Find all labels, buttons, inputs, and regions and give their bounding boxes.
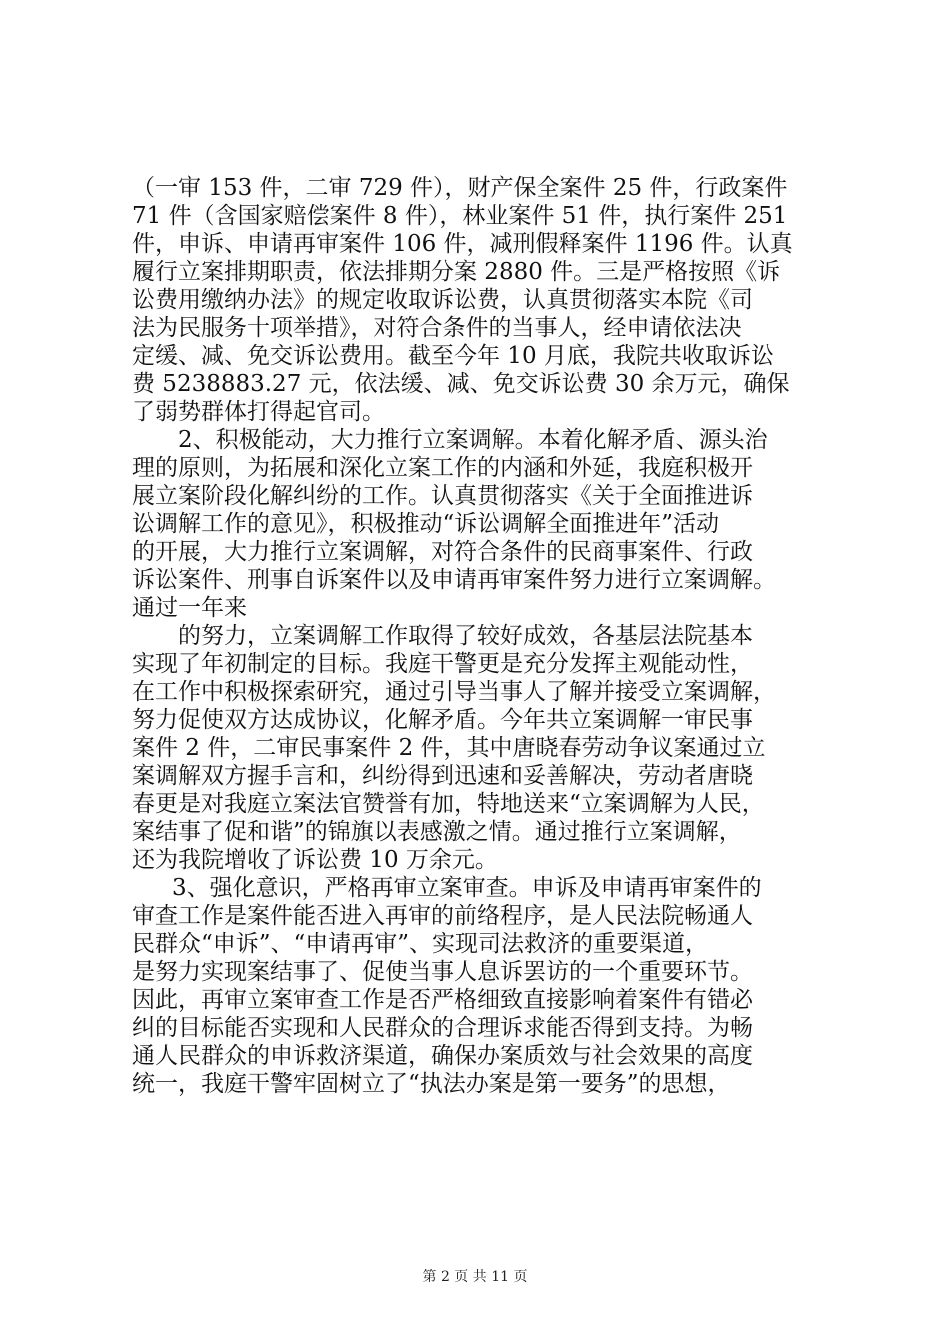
paragraph-start-line: 3、强化意识，严格再审立案审查。申诉及申请再审案件的 (172, 875, 762, 901)
text-line: 统一，我庭干警牢固树立了“执法办案是第一要务”的思想， (132, 1071, 731, 1097)
page-footer (0, 1267, 950, 1287)
text-line: 因此，再审立案审查工作是否严格细致直接影响着案件有错必 (132, 987, 753, 1013)
text-line: 费 5238883.27 元，依法缓、减、免交诉讼费 30 余万元，确保 (132, 371, 790, 397)
text-line: 通人民群众的申诉救济渠道，确保办案质效与社会效果的高度 (132, 1043, 753, 1069)
text-line: 展立案阶段化解纠纷的工作。认真贯彻落实《关于全面推进诉 (132, 483, 753, 509)
text-line: 讼调解工作的意见》，积极推动“诉讼调解全面推进年”活动 (132, 511, 720, 537)
text-line: 件，申诉、申请再审案件 106 件，减刑假释案件 1196 件。认真 (132, 231, 793, 257)
text-line: 定缓、减、免交诉讼费用。截至今年 10 月底，我院共收取诉讼 (132, 343, 774, 369)
text-line: 了弱势群体打得起官司。 (132, 399, 385, 425)
text-line: 诉讼案件、刑事自诉案件以及申请再审案件努力进行立案调解。 (132, 567, 776, 593)
text-line: 是努力实现案结事了、促使当事人息诉罢访的一个重要环节。 (132, 959, 753, 985)
text-line: 的开展，大力推行立案调解，对符合条件的民商事案件、行政 (132, 539, 753, 565)
text-line: （一审 153 件，二审 729 件），财产保全案件 25 件，行政案件 (132, 175, 788, 201)
text-line: 通过一年来 (132, 595, 247, 621)
text-line: 春更是对我庭立案法官赞誉有加，特地送来“立案调解为人民， (132, 791, 765, 817)
paragraph-start-line: 2、积极能动，大力推行立案调解。本着化解矛盾、源头治 (178, 427, 768, 453)
text-line: 纠的目标能否实现和人民群众的合理诉求能否得到支持。为畅 (132, 1015, 753, 1041)
paragraph-start-line: 的努力，立案调解工作取得了较好成效，各基层法院基本 (178, 623, 753, 649)
text-line: 法为民服务十项举措》，对符合条件的当事人，经申请依法决 (132, 315, 742, 341)
text-line: 案调解双方握手言和，纠纷得到迅速和妥善解决，劳动者唐晓 (132, 763, 753, 789)
text-line: 民群众“申诉”、“申请再审”、实现司法救济的重要渠道， (132, 931, 709, 957)
text-line: 在工作中积极探索研究，通过引导当事人了解并接受立案调解， (132, 679, 776, 705)
text-line: 还为我院增收了诉讼费 10 万余元。 (132, 847, 498, 873)
text-line: 努力促使双方达成协议，化解矛盾。今年共立案调解一审民事 (132, 707, 753, 733)
text-line: 审查工作是案件能否进入再审的前络程序，是人民法院畅通人 (132, 903, 753, 929)
text-line: 实现了年初制定的目标。我庭干警更是充分发挥主观能动性， (132, 651, 753, 677)
text-line: 讼费用缴纳办法》的规定收取诉讼费，认真贯彻落实本院《司 (132, 287, 753, 313)
body-text (132, 174, 832, 1098)
text-line: 71 件（含国家赔偿案件 8 件），林业案件 51 件，执行案件 251 (132, 203, 788, 229)
text-line: 案件 2 件，二审民事案件 2 件，其中唐晓春劳动争议案通过立 (132, 735, 766, 761)
page-number-label: 第 2 页 共 11 页 (422, 1269, 528, 1285)
text-line: 案结事了促和谐”的锦旗以表感激之情。通过推行立案调解， (132, 819, 742, 845)
text-line: 理的原则，为拓展和深化立案工作的内涵和外延，我庭积极开 (132, 455, 753, 481)
text-line: 履行立案排期职责，依法排期分案 2880 件。三是严格按照《诉 (132, 259, 781, 285)
